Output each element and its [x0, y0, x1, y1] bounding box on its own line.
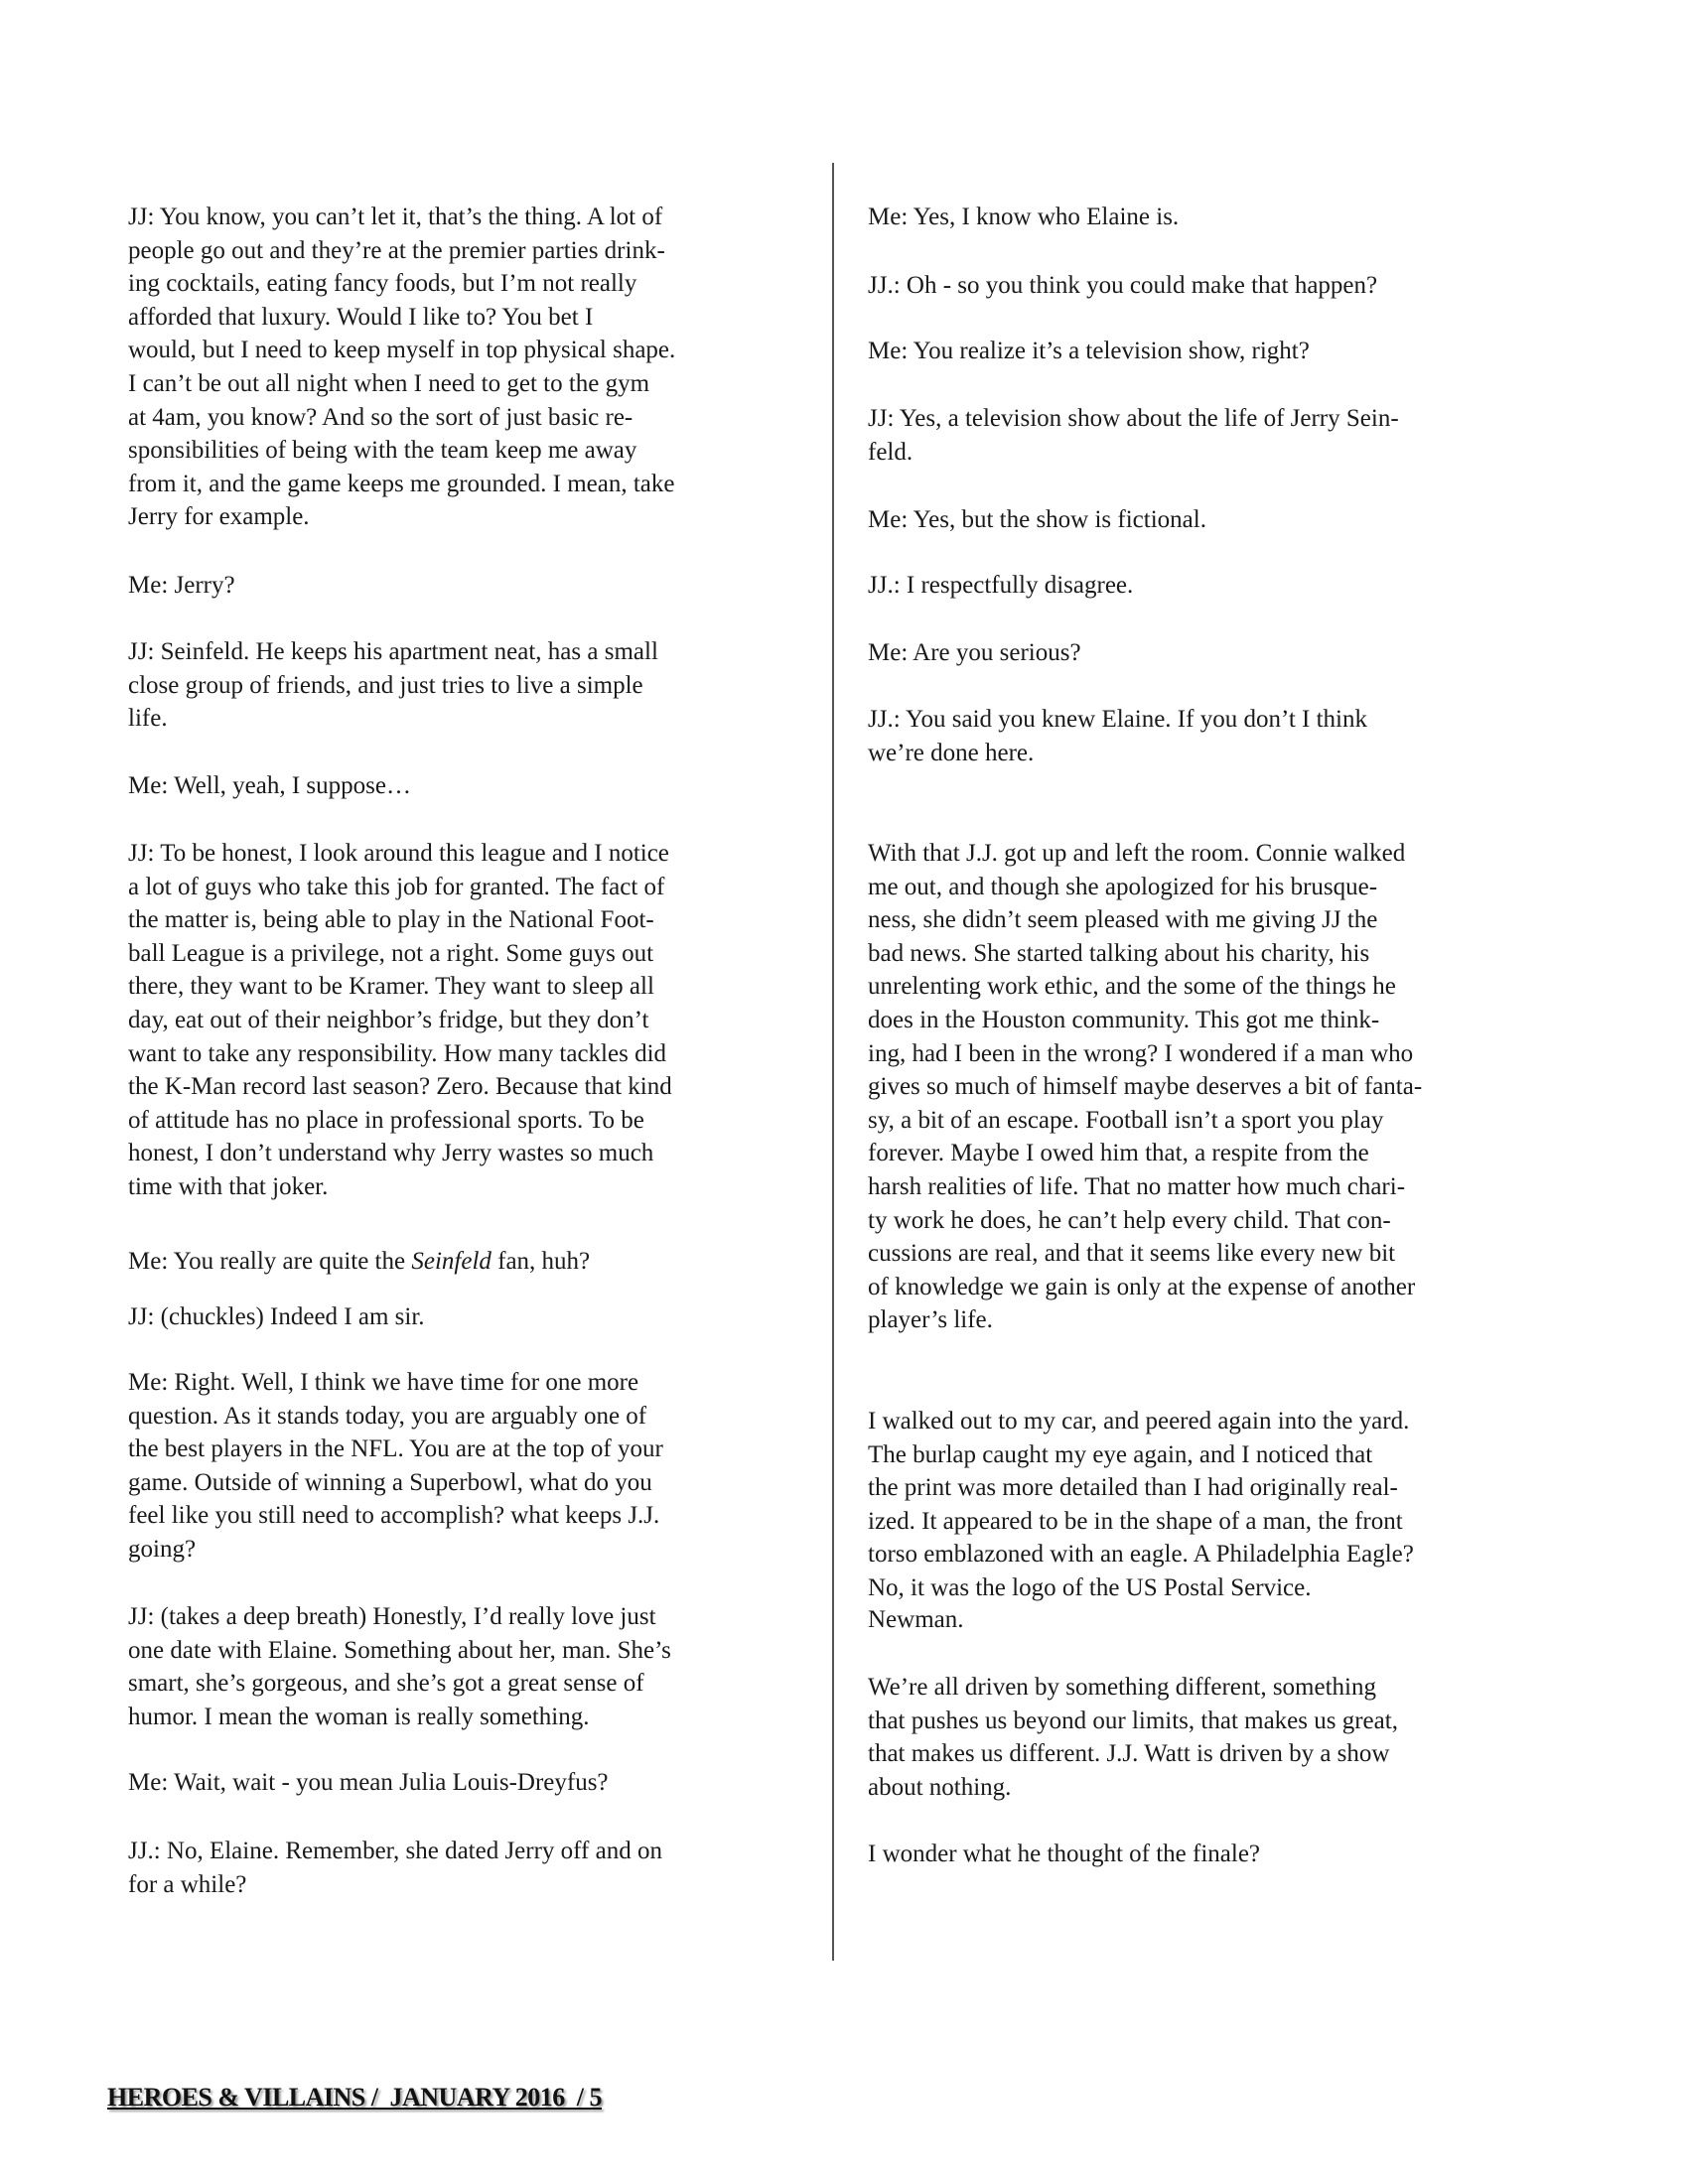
publication-issue: HEROES & VILLAINS / JANUARY 2016 /	[107, 2083, 590, 2112]
paragraph: With that J.J. got up and left the room. Connie walked me out, and though she apologized for his brusque- ness, she didn’t seem pleased with me giving JJ the bad news. She started talking about his charity, his unrelenting work ethic, and the some of the things he does in the Houston community. This got me think- ing, had I been in the wrong? I wondered if a man who gives so much of himself maybe deserves a bit of fanta- sy, a bit of an escape. Football isn’t a sport you play forever. Maybe I owed him that, a respite from the harsh realities of life. That no matter how much chari- ty work he does, he can’t help every child. That con- cussions are real, and that it seems like every new bit of knowledge we gain is only at the expense of another player’s life.	[868, 840, 1423, 1334]
paragraph: JJ: You know, you can’t let it, that’s the thing. A lot of people go out and they’re at the premier parties drink- ing cocktails, eating fancy foods, but I’m not really afforded that luxury. Would I like to? You bet I would, but I need to keep myself in top physical shape. I can’t be out all night when I need to get to the gym at 4am, you know? And so the sort of just basic re- sponsibilities of being with the team keep me away from it, and the game keeps me grounded. I mean, take Jerry for example.	[128, 204, 676, 531]
italic-title: Seinfeld	[411, 1248, 492, 1275]
paragraph: Me: You realize it’s a television show, right?	[868, 338, 1310, 364]
paragraph: JJ.: You said you knew Elaine. If you don’t I think we’re done here.	[868, 706, 1367, 766]
paragraph: JJ.: Oh - so you think you could make that happen?	[868, 272, 1378, 299]
paragraph: JJ: (chuckles) Indeed I am sir.	[128, 1303, 425, 1330]
paragraph: JJ: (takes a deep breath) Honestly, I’d really love just one date with Elaine. Something about her, man. She’s smart, she’s gorgeous, and she’s got a great sense of humor. I mean the woman is really something.	[128, 1603, 671, 1730]
paragraph: JJ: To be honest, I look around this league and I notice a lot of guys who take this job for granted. The fact of the matter is, being able to play in the National Foot- ball League is a privilege, not a right. Some guys out there, they want to be Kramer. They want to sleep all day, eat out of their neighbor’s fridge, but they don’t want to take any responsibility. How many tackles did the K-Man record last season? Zero. Because that kind of attitude has no place in professional sports. To be honest, I don’t understand why Jerry wastes so much time with that joker.	[128, 840, 672, 1200]
text: fan, huh?	[491, 1248, 591, 1275]
paragraph: I wonder what he thought of the finale?	[868, 1841, 1261, 1867]
paragraph: JJ: Seinfeld. He keeps his apartment neat, has a small close group of friends, and just tries to live a simple life.	[128, 638, 658, 733]
text: Me: You really are quite the	[128, 1248, 412, 1275]
page-footer	[107, 2083, 602, 2113]
paragraph: Me: Are you serious?	[868, 639, 1081, 666]
paragraph: Me: Wait, wait - you mean Julia Louis-Dreyfus?	[128, 1769, 609, 1796]
paragraph: Me: Right. Well, I think we have time for one more question. As it stands today, you are arguably one of the best players in the NFL. You are at the top of your game. Outside of winning a Superbowl, what do you feel like you still need to accomplish? what keeps J.J. going?	[128, 1369, 663, 1563]
paragraph: JJ.: I respectfully disagree.	[868, 572, 1134, 599]
paragraph: We’re all driven by something different, something that pushes us beyond our limits, that makes us great, that makes us different. J.J. Watt is driven by a show about nothing.	[868, 1674, 1398, 1801]
paragraph: Me: Yes, I know who Elaine is.	[868, 204, 1180, 230]
paragraph: Newman.	[868, 1606, 964, 1633]
page-number: 5	[589, 2083, 602, 2112]
paragraph: Me: Yes, but the show is fictional.	[868, 506, 1206, 533]
paragraph-seinfeld-question	[128, 1245, 590, 1279]
paragraph: JJ.: No, Elaine. Remember, she dated Jerry off and on for a while?	[128, 1838, 662, 1898]
column-divider	[832, 163, 834, 1961]
paragraph: JJ: Yes, a television show about the life of Jerry Sein- feld.	[868, 405, 1399, 466]
paragraph: I walked out to my car, and peered again into the yard. The burlap caught my eye again, and I noticed that the print was more detailed than I had originally real- ized. It appeared to be in the shape of a man, the front torso emblazoned with an eagle. A Philadelphia Eagle? No, it was the logo of the US Postal Service.	[868, 1408, 1414, 1601]
paragraph: Me: Well, yeah, I suppose…	[128, 772, 411, 799]
paragraph: Me: Jerry?	[128, 572, 235, 599]
